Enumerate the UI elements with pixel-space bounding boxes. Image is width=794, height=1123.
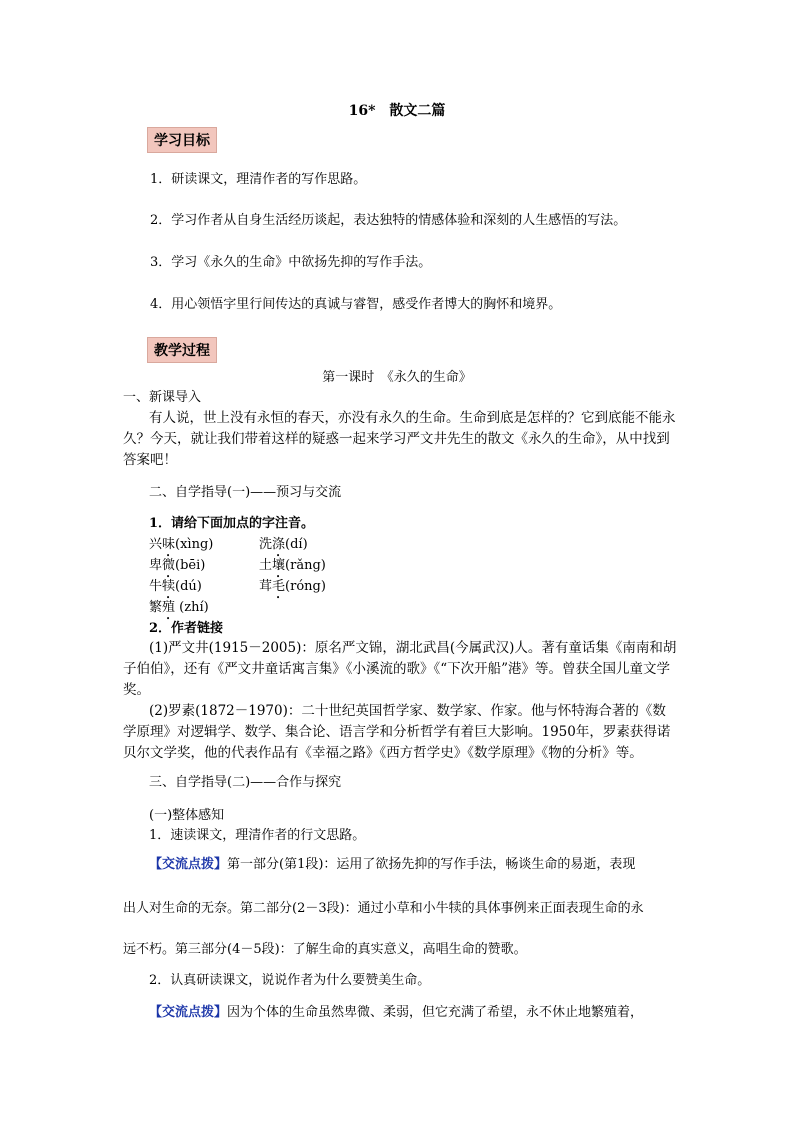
section-3-heading: 三、自学指导(二)——合作与探究 [149, 775, 342, 790]
question-2: 2．作者链接 [149, 621, 224, 636]
intro-paragraph: 有人说，世上没有永恒的春天，亦没有永久的生命。生命到底是怎样的？它到底能不能永久？今天，就让我们带着这样的疑惑一起来学习严文井先生的散文《永久的生命》，从中找到答案吧！ [123, 410, 676, 468]
answer-1-line-1: 【交流点拨】第一部分(第1段)：运用了欲扬先抑的写作手法，畅谈生命的易逝，表现 [149, 857, 636, 872]
goal-item-1: 1．研读课文，理清作者的写作思路。 [150, 172, 367, 187]
word-4: 土壤(rǎng) [259, 558, 326, 573]
tip-label-2: 【交流点拨】 [149, 1005, 228, 1020]
answer-1-line-3: 远不朽。第三部分(4－5段)：了解生命的真实意义，高唱生命的赞歌。 [123, 942, 527, 957]
tip-label: 【交流点拨】 [149, 857, 228, 872]
section-tag-process: 教学过程 [147, 337, 217, 363]
goal-item-3: 3．学习《永久的生命》中欲扬先抑的写作手法。 [150, 255, 432, 270]
section-1-heading: 一、新课导入 [123, 390, 202, 405]
goal-item-4: 4．用心领悟字里行间传达的真诚与睿智，感受作者博大的胸怀和境界。 [150, 297, 562, 312]
answer-2-line-1: 【交流点拨】因为个体的生命虽然卑微、柔弱，但它充满了希望，永不休止地繁殖着， [149, 1005, 644, 1020]
author-bio-2: (2)罗素(1872－1970)：二十世纪英国哲学家、数学家、作家。他与怀特海合著的《数学原理》对逻辑学、数学、集合论、语言学和分析哲学有着巨大影响。1950年，罗素获得诺贝尔文学奖，他的代表作品有《幸福之路》《西方哲学史》《数学原理》《物的分析》等。 [123, 703, 671, 761]
page-title: 16* 散文二篇 [348, 103, 446, 119]
section-2-heading: 二、自学指导(一)——预习与交流 [149, 485, 342, 500]
question-3: 1．速读课文，理清作者的行文思路。 [149, 828, 366, 843]
word-7: 繁殖 (zhí) [149, 600, 209, 615]
word-6: 茸毛(róng) [259, 579, 326, 594]
word-1: 兴味(xìng) [149, 537, 214, 552]
section-tag-goals: 学习目标 [147, 127, 217, 153]
goal-item-2: 2．学习作者从自身生活经历谈起，表达独特的情感体验和深刻的人生感悟的写法。 [150, 213, 627, 228]
question-4: 2．认真研读课文，说说作者为什么要赞美生命。 [149, 973, 431, 988]
lesson-title: 第一课时 《永久的生命》 [322, 370, 472, 385]
author-bio-1: (1)严文井(1915－2005)：原名严文锦，湖北武昌(今属武汉)人。著有童话集《南南和胡子伯伯》，还有《严文井童话寓言集》《小溪流的歌》《“下次开船”港》等。曾获全国儿童文学奖。 [123, 640, 677, 698]
question-1: 1．请给下面加点的字注音。 [149, 516, 315, 531]
word-2: 洗涤(dí) [259, 537, 308, 552]
answer-1-line-2: 出人对生命的无奈。第二部分(2－3段)：通过小草和小牛犊的具体事例来正面表现生命的永 [123, 901, 644, 916]
subsection-1: (一)整体感知 [149, 808, 225, 823]
word-5: 牛犊(dú) [149, 579, 202, 594]
word-3: 卑微(bēi) [149, 558, 206, 573]
